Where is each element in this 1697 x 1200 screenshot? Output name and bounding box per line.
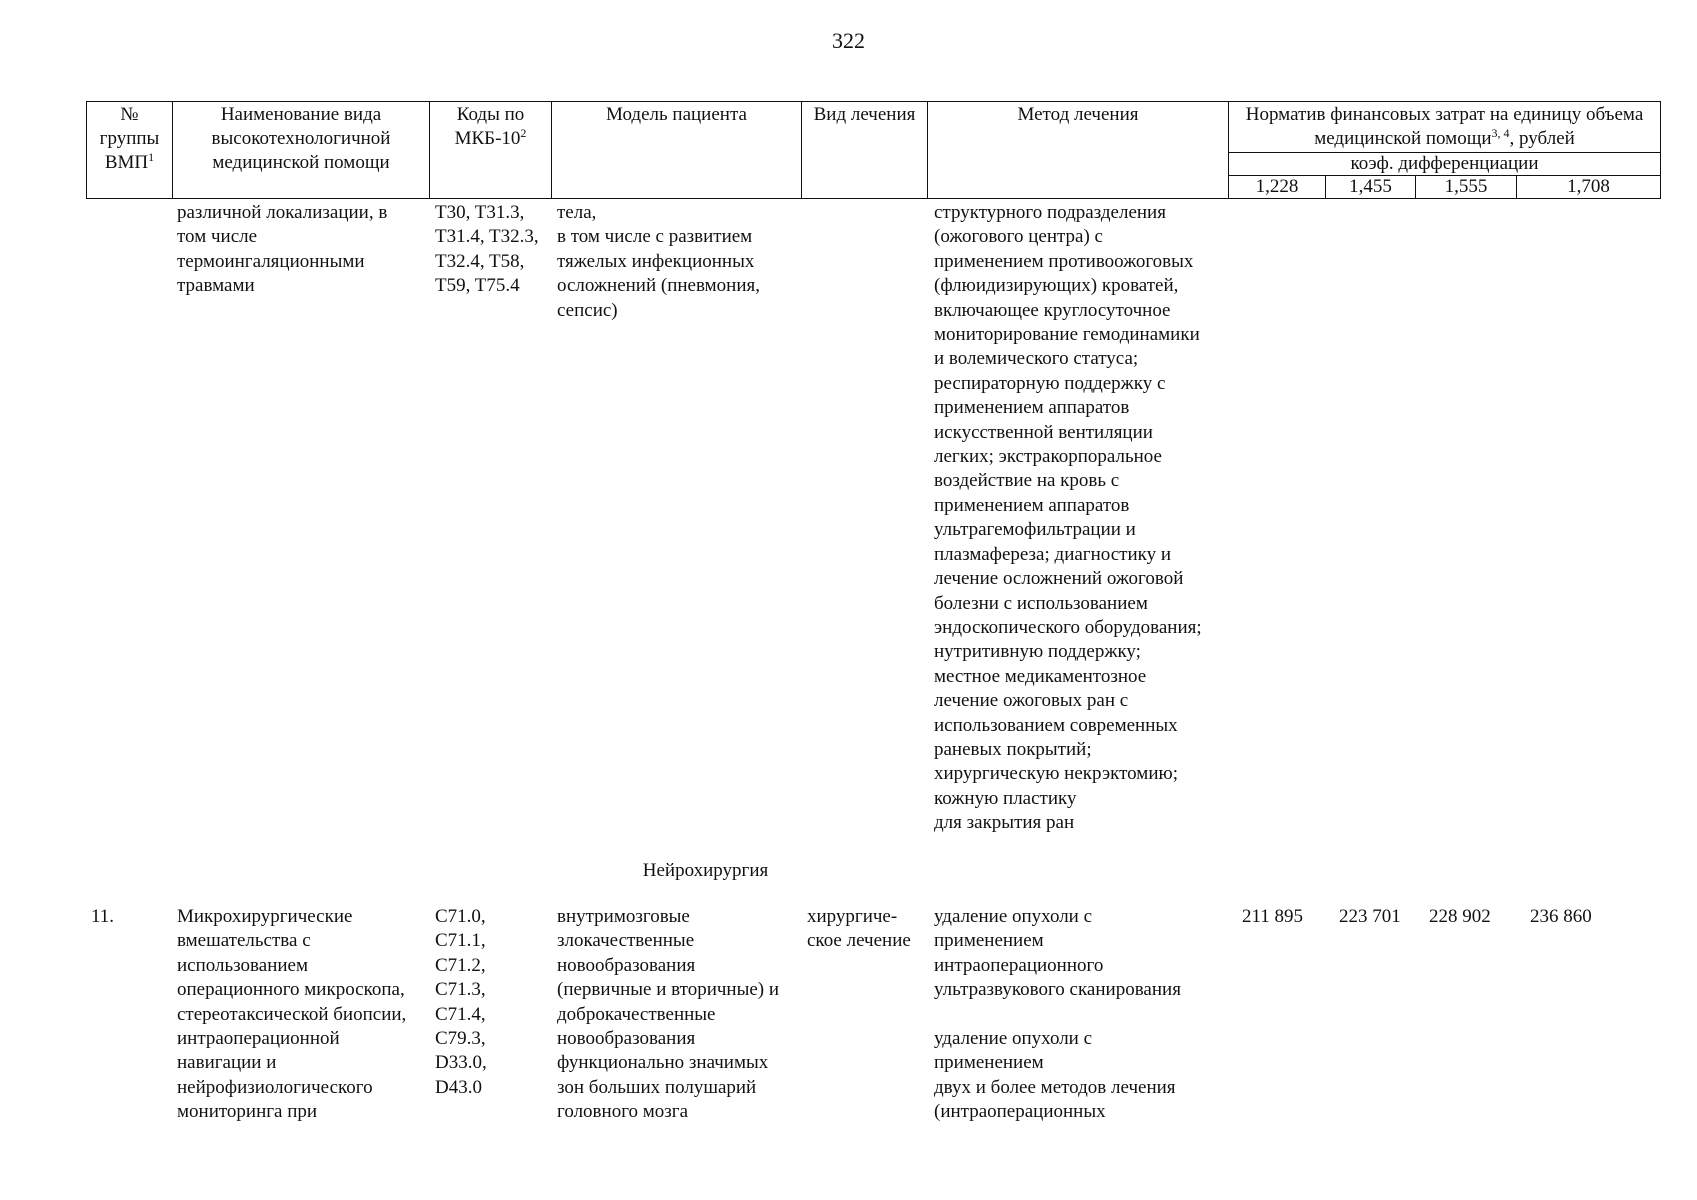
header-treatment-method <box>928 102 1229 199</box>
header-care-name-text: Наименование вида высокотехнологичной медицинской помощи <box>211 104 391 173</box>
table-header <box>86 101 1661 199</box>
header-group-number-line1: № <box>120 104 139 125</box>
header-cost-norm-text: Норматив финансовых затрат на единицу объема медицинской помощи <box>1245 104 1644 149</box>
row-patient-model: внутримозговые злокачественные новообразования (первичные и вторичные) и доброкачественные новообразования функционально значимых зон больших полушарий головного мозга <box>557 906 780 1123</box>
header-cost-norm <box>1229 102 1661 153</box>
continuation-patient-model: тела, в том числе с развитием тяжелых инфекционных осложнений (пневмония, сепсис) <box>557 202 760 321</box>
header-patient-model-text: Модель пациента <box>606 104 747 125</box>
header-group-number <box>87 102 173 199</box>
row-cost-value: 223 701 <box>1339 906 1401 927</box>
row-treatment-method: удаление опухоли с применением интраоперационного ультразвукового сканирования удаление опухоли с применением двух и более методов лечения (интраоперационных <box>934 906 1181 1123</box>
header-care-name <box>173 102 430 199</box>
continuation-care-name: различной локализации, в том числе термоингаляционными травмами <box>177 202 388 297</box>
row-group-number: 11. <box>91 906 115 927</box>
row-cost-value: 236 860 <box>1530 906 1592 927</box>
continuation-treatment-method: структурного подразделения (ожогового центра) с применением противоожоговых (флюидизирующих) кроватей, включающее круглосуточное мониторирование гемодинамики и волемического статуса; респираторную поддержку с применением аппаратов искусственной вентиляции легких; экстракорпоральное воздействие на кровь с применением аппаратов ультрагемофильтрации и плазмафереза; диагностику и лечение осложнений ожоговой болезни с использованием эндоскопического оборудования; нутритивную поддержку; местное медикаментозное лечение ожоговых ран с использованием современных раневых покрытий; хирургическую некрэктомию; кожную пластику для закрытия ран <box>934 202 1202 834</box>
row-cost-value: 228 902 <box>1429 906 1491 927</box>
header-treatment-type <box>802 102 928 199</box>
row-icd-codes: C71.0, C71.1, C71.2, C71.3, C71.4, C79.3, D33.0, D43.0 <box>435 906 487 1098</box>
section-title: Нейрохирургия <box>642 860 769 881</box>
row-care-name: Микрохирургические вмешательства с использованием операционного микроскопа, стереотаксической биопсии, интраоперационной навигации и нейрофизиологического мониторинга при <box>177 906 407 1123</box>
header-treatment-method-text: Метод лечения <box>1017 104 1139 125</box>
header-icd-codes <box>430 102 552 199</box>
header-treatment-type-text: Вид лечения <box>813 104 916 125</box>
footnote-ref-1: 1 <box>148 150 155 164</box>
header-coefficient-value: 1,228 <box>1229 176 1326 199</box>
header-coefficient <box>1229 153 1661 176</box>
header-icd-codes-text: Коды по МКБ-10 <box>454 104 525 149</box>
header-coefficient-value: 1,555 <box>1416 176 1517 199</box>
row-treatment-type: хирургиче- ское лечение <box>807 906 911 952</box>
header-group-number-line3: ВМП <box>104 152 149 173</box>
header-coefficient-text: коэф. дифференциации <box>1350 153 1539 174</box>
row-cost-value: 211 895 <box>1242 906 1304 927</box>
continuation-icd-codes: T30, T31.3, T31.4, T32.3, T32.4, T58, T59, T75.4 <box>435 202 539 297</box>
header-coefficient-value: 1,455 <box>1326 176 1416 199</box>
footnote-ref-2: 2 <box>520 126 527 140</box>
header-patient-model <box>552 102 802 199</box>
header-coefficient-value: 1,708 <box>1517 176 1661 199</box>
footnote-ref-3-4: 3, 4 <box>1491 126 1510 140</box>
page-number: 322 <box>832 28 865 53</box>
header-cost-norm-unit: , рублей <box>1509 128 1575 149</box>
header-group-number-line2: группы <box>99 128 160 149</box>
